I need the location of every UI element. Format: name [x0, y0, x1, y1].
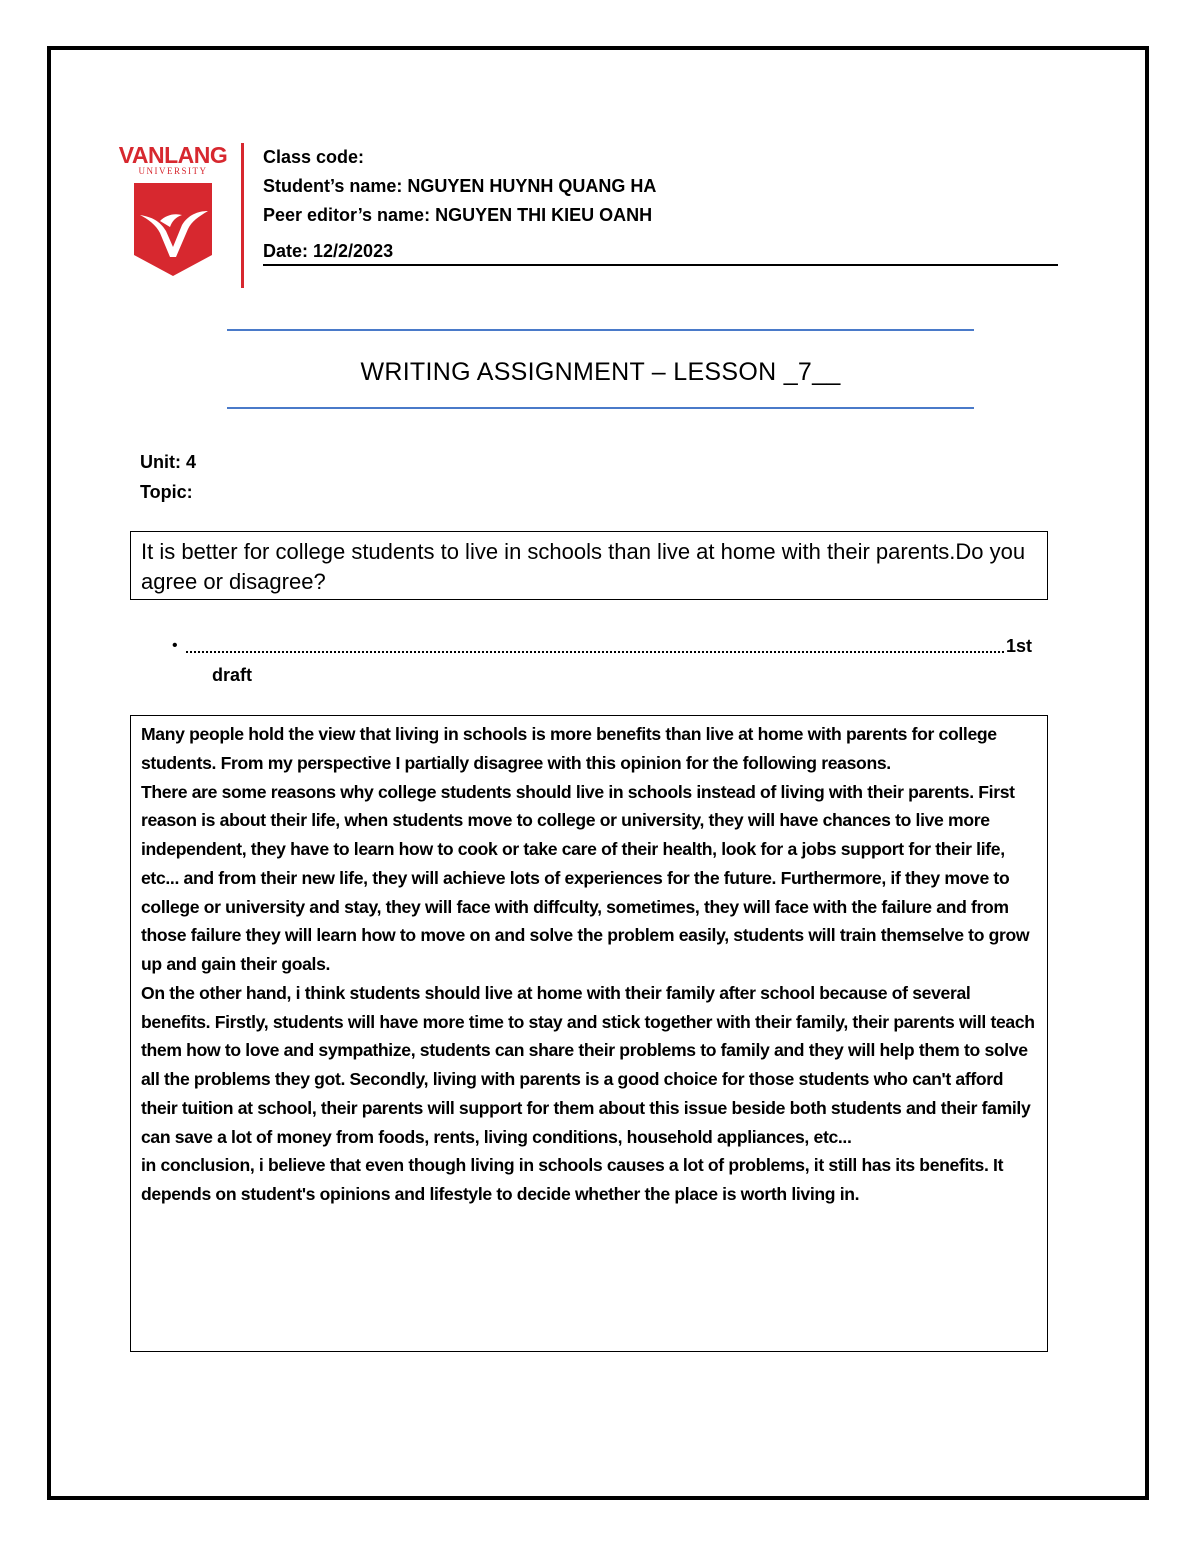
draft-number: 1st	[1006, 636, 1033, 656]
header-underline	[263, 264, 1058, 266]
essay-box	[130, 715, 1048, 1352]
logo-subtitle: UNIVERSITY	[138, 166, 208, 176]
assignment-title: WRITING ASSIGNMENT – LESSON _7__	[360, 358, 841, 386]
student-info	[263, 143, 1063, 266]
student-name: Student’s name: NGUYEN HUYNH QUANG HA	[263, 176, 657, 196]
essay-paragraph-intro: Many people hold the view that living in schools is more benefits than live at home with parents for college students. From my perspective I partially disagree with this opinion for the following reasons.	[141, 724, 997, 773]
essay-paragraph-body-1: There are some reasons why college students should live in schools instead of living with their parents. First reason is about their life, when students move to college or university, they will have chances to live more independent, they have to learn how to cook or take care of their health, look for a jobs support for their life, etc... and from their new life, they will achieve lots of experiences for the future. Furthermore, if they move to college or university and stay, they will face with diffculty, sometimes, they will face with the failure and from those failure they will learn how to move on and solve the problem easily, students will train themselve to grow up and gain their goals.	[141, 781, 1030, 974]
shield-icon	[130, 181, 216, 278]
draft-label: draft	[212, 665, 252, 685]
title-rule-top	[227, 329, 974, 331]
topic-label: Topic:	[140, 482, 193, 502]
logo-divider	[241, 143, 244, 288]
unit-topic	[140, 447, 196, 507]
draft-line	[172, 632, 1037, 662]
date: Date: 12/2/2023	[263, 241, 394, 261]
dotted-leader	[186, 651, 1004, 653]
unit-line: Unit: 4	[140, 452, 196, 472]
title-rule-bottom	[227, 407, 974, 409]
class-code: Class code:	[263, 147, 365, 167]
logo-wordmark: VANLANG	[118, 142, 228, 168]
peer-editor-name: Peer editor’s name: NGUYEN THI KIEU OANH	[263, 205, 653, 225]
essay-paragraph-conclusion: in conclusion, i believe that even though living in schools causes a lot of problems, it still has its benefits. It depends on student's opinions and lifestyle to decide whether the place is worth living in.	[141, 1155, 1004, 1204]
bullet: •	[172, 637, 178, 654]
university-logo	[112, 143, 234, 283]
topic-box: It is better for college students to live in schools than live at home with their parents.Do you agree or disagree?	[130, 531, 1048, 600]
essay-paragraph-body-2: On the other hand, i think students should live at home with their family after school because of several benefits. Firstly, students will have more time to stay and stick together with their family, their parents will teach them how to love and sympathize, students can share their problems to family and they will help them to solve all the problems they got. Secondly, living with parents is a good choice for those students who can't afford their tuition at school, their parents will support for them about this issue beside both students and their family can save a lot of money from foods, rents, living conditions, household appliances, etc...	[141, 982, 1035, 1147]
